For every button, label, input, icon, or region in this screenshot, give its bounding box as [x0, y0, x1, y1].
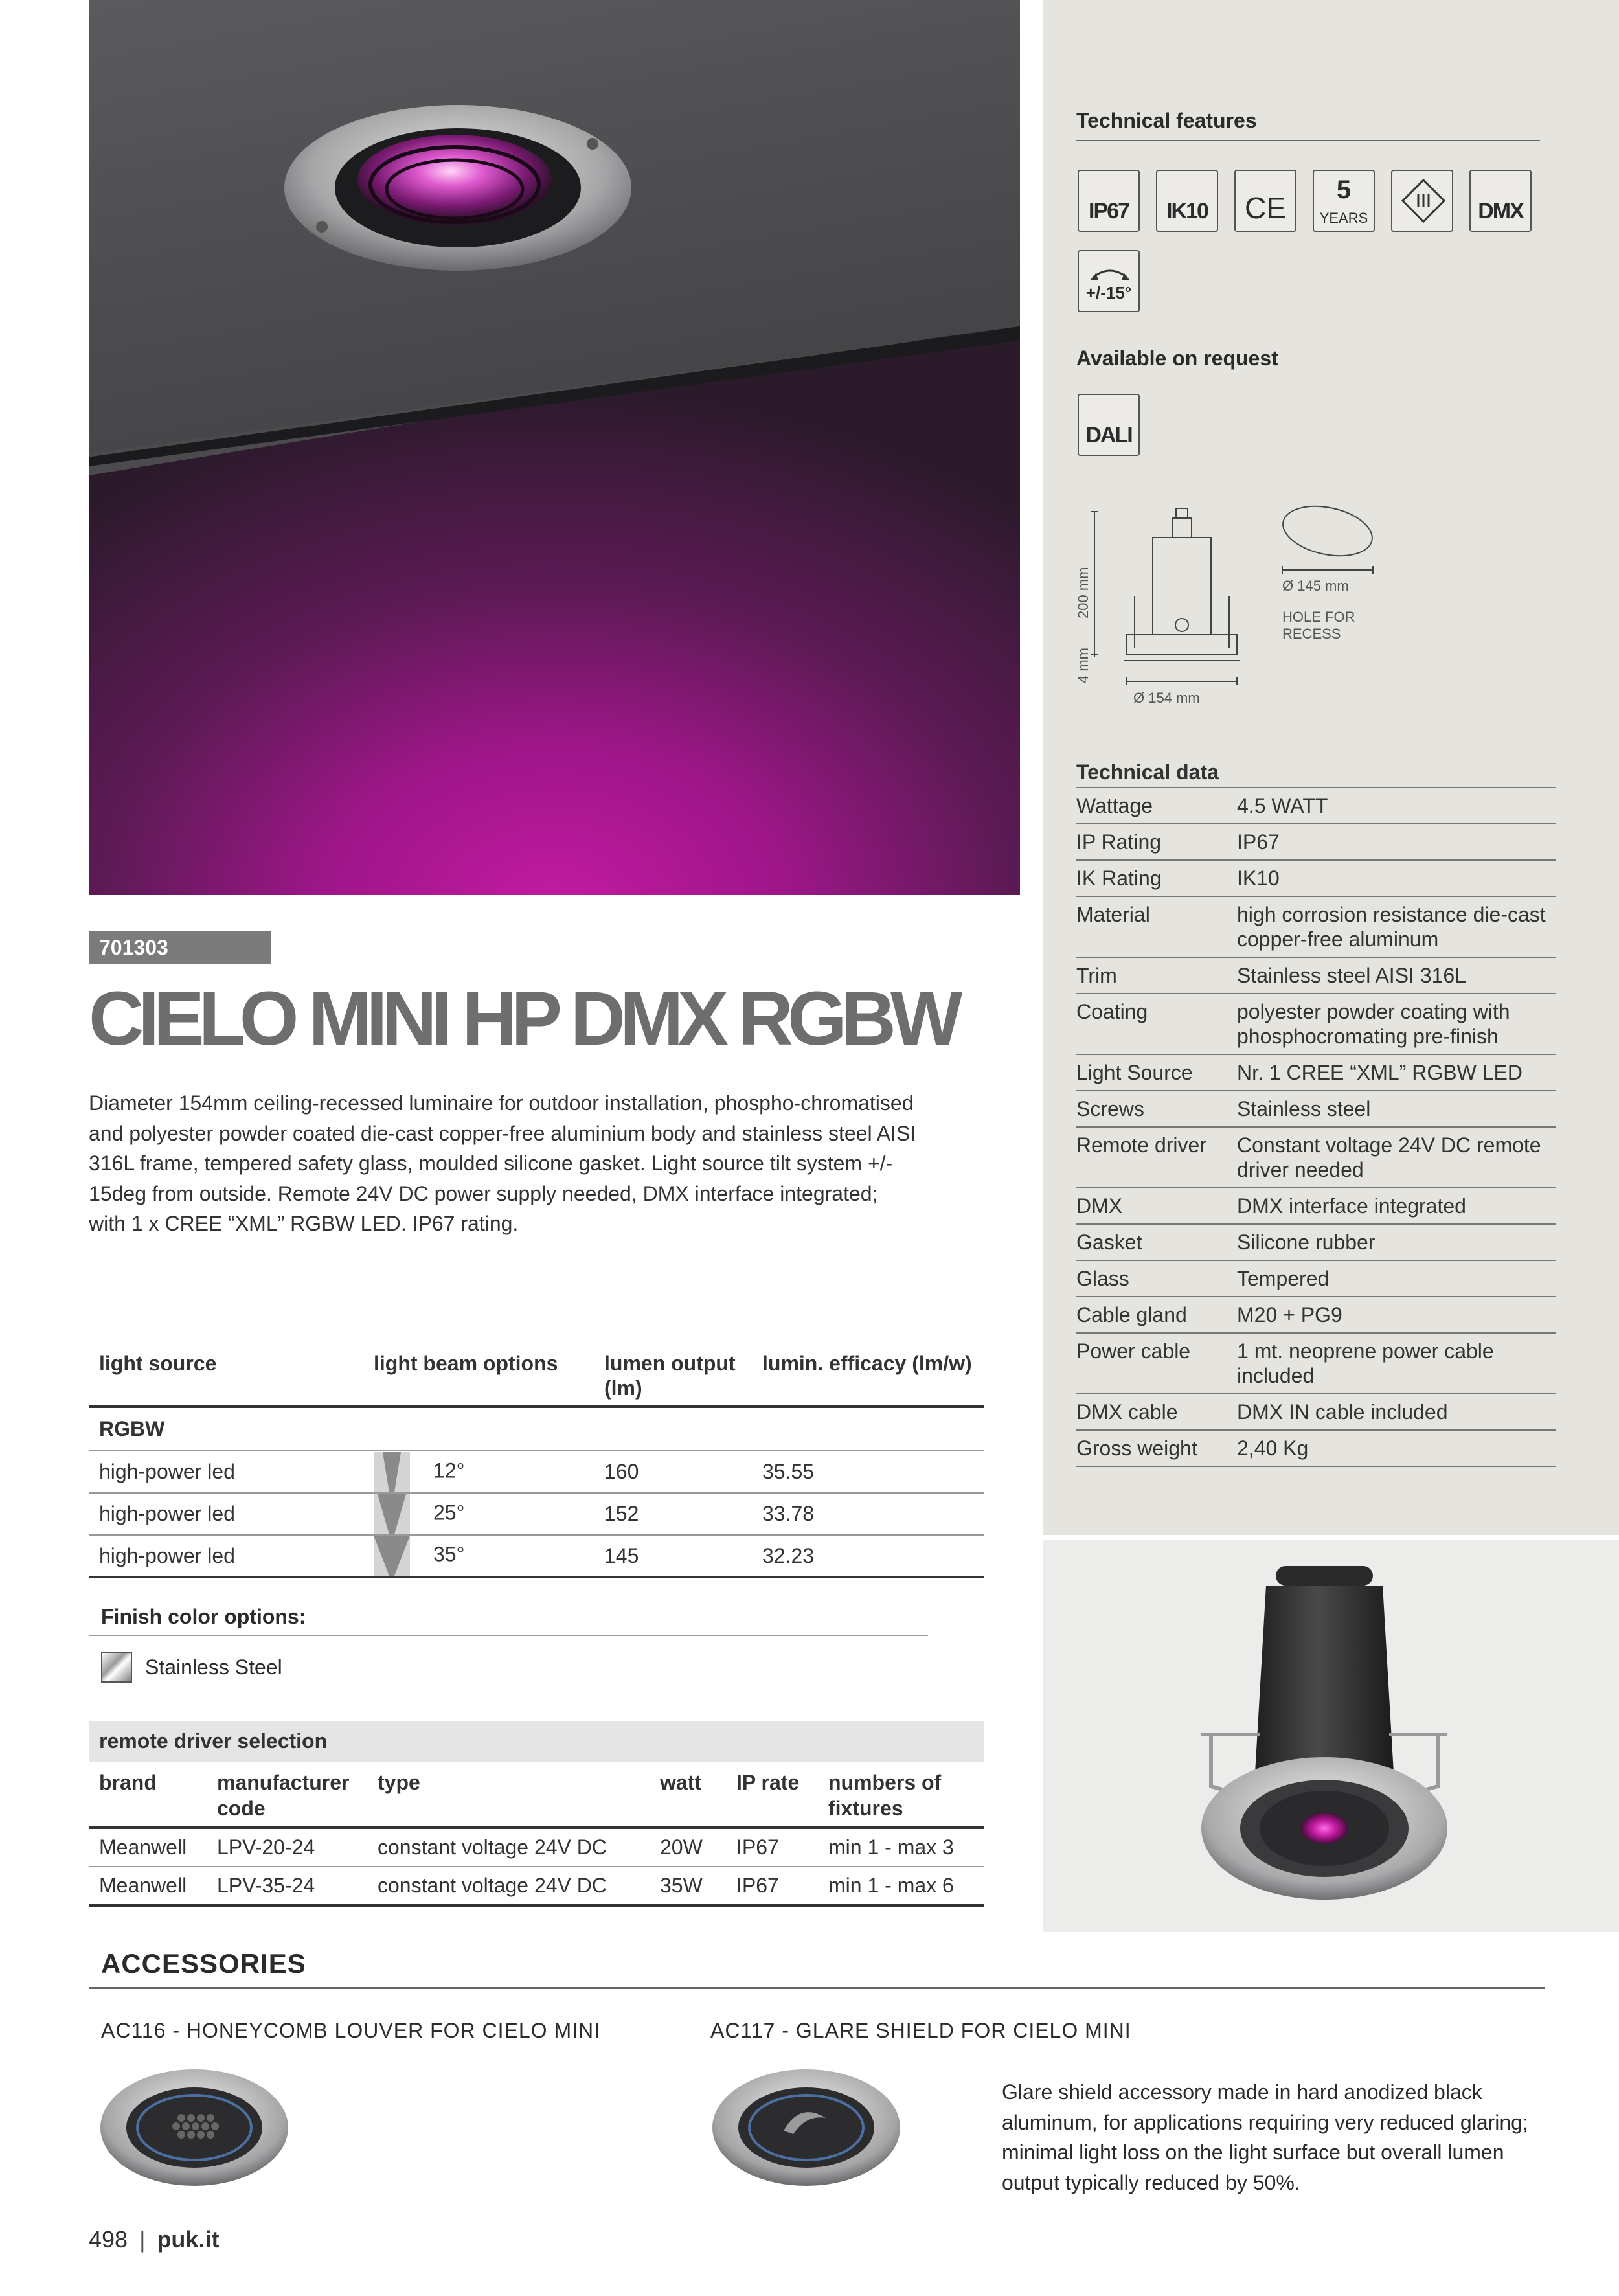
column-header: IP rate: [726, 1762, 818, 1828]
table-row: Cable gland M20 + PG9: [1076, 1297, 1556, 1333]
page-footer: [89, 2226, 219, 2253]
table-row: IP Rating IP67: [1076, 824, 1556, 860]
beam-angle-icon: [374, 1452, 410, 1492]
column-header: lumin. efficacy (lm/w): [752, 1347, 984, 1407]
table-row: Trim Stainless steel AISI 316L: [1076, 957, 1556, 994]
tilt-arrow: [1079, 251, 1141, 313]
table-row: Gasket Silicone rubber: [1076, 1224, 1556, 1260]
finish-option-label: Stainless Steel: [145, 1655, 282, 1679]
group-row: RGBW: [89, 1407, 984, 1451]
finish-title: Finish color options:: [101, 1605, 306, 1628]
hole-label: RECESS: [1282, 626, 1341, 642]
recessed-fixture: [283, 97, 633, 278]
hole-dimension: Ø 145 mm: [1282, 578, 1349, 594]
divider: [89, 1635, 928, 1636]
dmx-icon: DMX: [1469, 170, 1532, 232]
dali-icon: DALI: [1078, 394, 1140, 456]
honeycomb-louver-image: [97, 2063, 291, 2192]
table-row: high-power led 35° 145 32.23: [89, 1535, 984, 1577]
dimension-drawing: [1075, 492, 1425, 712]
class-iii-icon: [1391, 170, 1453, 232]
height-dimension: 200 mm: [1075, 567, 1091, 619]
table-row: Light Source Nr. 1 CREE “XML” RGBW LED: [1076, 1054, 1556, 1091]
column-header: manufacturer code: [207, 1762, 367, 1828]
table-row: DMX DMX interface integrated: [1076, 1188, 1556, 1224]
table-row: Coating polyester powder coating with phosphocromating pre-finish: [1076, 994, 1556, 1054]
stainless-steel-swatch: [101, 1652, 132, 1683]
available-on-request-title: Available on request: [1076, 347, 1278, 370]
divider: [89, 1987, 1545, 1989]
column-header: numbers of fixtures: [818, 1762, 984, 1828]
recess-dimension: 4 mm: [1075, 648, 1091, 683]
technical-data-title: Technical data: [1076, 755, 1556, 788]
footer-separator: |: [139, 2226, 146, 2253]
glare-shield-image: [709, 2063, 903, 2192]
table-row: Meanwell LPV-20-24 constant voltage 24V DC 20W IP67 min 1 - max 3: [89, 1828, 984, 1867]
table-row: Gross weight 2,40 Kg: [1076, 1430, 1556, 1466]
column-header: lumen output (lm): [594, 1347, 752, 1407]
table-row: Glass Tempered: [1076, 1260, 1556, 1297]
page-number: 498: [89, 2226, 128, 2253]
beam-angle-icon: [374, 1536, 410, 1576]
table-row: DMX cable DMX IN cable included: [1076, 1394, 1556, 1430]
table-header-row: [89, 1347, 984, 1407]
table-row: Meanwell LPV-35-24 constant voltage 24V DC 35W IP67 min 1 - max 6: [89, 1867, 984, 1905]
table-row: Power cable 1 mt. neoprene power cable included: [1076, 1333, 1556, 1394]
table-row: Material high corrosion resistance die-cast copper-free aluminum: [1076, 896, 1556, 957]
class-iii-diamond: [1392, 171, 1455, 233]
column-header: type: [367, 1762, 650, 1828]
tilt-icon: +/-15°: [1078, 250, 1140, 312]
accessory-name: AC116 - HONEYCOMB LOUVER FOR CIELO MINI: [101, 2019, 600, 2042]
table-header-row: [89, 1762, 984, 1828]
hole-label: HOLE FOR: [1282, 609, 1355, 625]
product-description: Diameter 154mm ceiling-recessed luminaire for outdoor installation, phospho-chromatised and polyester powder coated die-cast copper-free aluminium body and stainless steel AISI 316L frame, tempered safety glass, moulded silicone gasket. Light source tilt system +/- 15deg from outside. Remote 24V DC power supply needed, DMX interface integrated; with 1 x CREE “XML” RGBW LED. IP67 rating.: [89, 1091, 916, 1235]
product-title: CIELO MINI HP DMX RGBW: [89, 976, 957, 1062]
ik10-icon: IK10: [1156, 170, 1218, 232]
table-row: high-power led 25° 152 33.78: [89, 1493, 984, 1535]
diameter-dimension: Ø 154 mm: [1133, 690, 1200, 706]
technical-features-title: Technical features: [1076, 109, 1257, 132]
table-row: high-power led 12° 160 35.55: [89, 1451, 984, 1493]
accessory-name: AC117 - GLARE SHIELD FOR CIELO MINI: [710, 2019, 1131, 2042]
ip67-icon: IP67: [1078, 170, 1140, 232]
driver-table-title: remote driver selection: [89, 1721, 984, 1762]
product-code: 701303: [89, 931, 271, 964]
table-row: Screws Stainless steel: [1076, 1091, 1556, 1127]
remote-driver-table: [89, 1721, 984, 1907]
warranty-5-years-icon: 5 YEARS: [1313, 170, 1375, 232]
accessory-description: Glare shield accessory made in hard anodized black aluminum, for applications requiring very reduced glaring; minimal light loss on the light surface but overall lumen output typically reduced by 50%.: [1002, 2080, 1528, 2194]
table-row: Remote driver Constant voltage 24V DC remote driver needed: [1076, 1127, 1556, 1188]
beam-angle-icon: [374, 1494, 410, 1534]
table-caption-row: [89, 1721, 984, 1762]
product-fixture-image: [1043, 1540, 1619, 1932]
table-row: IK Rating IK10: [1076, 860, 1556, 896]
light-beam-table: [89, 1347, 984, 1578]
product-photo: [1043, 1540, 1619, 1932]
accessories-title: ACCESSORIES: [101, 1948, 306, 1979]
website-link[interactable]: puk.it: [157, 2226, 220, 2253]
divider: [1076, 140, 1540, 141]
column-header: watt: [650, 1762, 726, 1828]
ce-mark-icon: CE: [1234, 170, 1296, 232]
column-header: light source: [89, 1347, 363, 1407]
table-row: Wattage 4.5 WATT: [1076, 788, 1556, 824]
column-header: brand: [89, 1762, 207, 1828]
technical-data-table: [1076, 755, 1556, 1467]
column-header: light beam options: [363, 1347, 594, 1407]
hero-photo: [89, 0, 1020, 895]
